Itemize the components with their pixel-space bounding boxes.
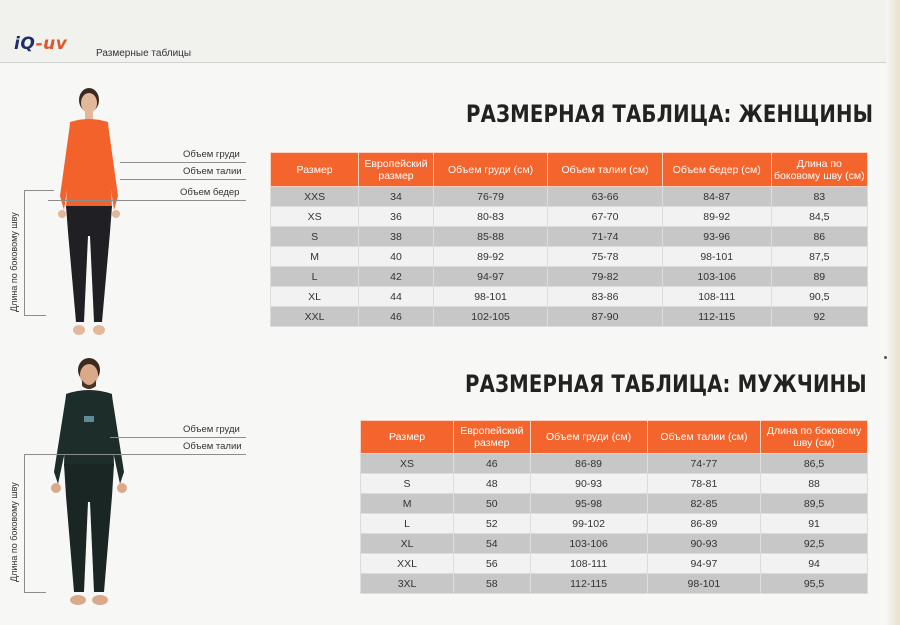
table-row	[361, 554, 868, 574]
table-cell: XL	[361, 534, 454, 554]
table-row	[271, 267, 868, 287]
table-cell: 112-115	[662, 307, 771, 327]
men-chest-label: Объем груди	[183, 424, 240, 435]
table-cell: 86,5	[761, 454, 868, 474]
logo-accent: -uv	[35, 34, 68, 54]
table-cell: 67-70	[548, 207, 662, 227]
table-cell: 40	[359, 247, 434, 267]
column-header: Объем груди (см)	[433, 153, 547, 187]
table-cell: 86	[771, 227, 867, 247]
table-cell: 94-97	[433, 267, 547, 287]
table-cell: 95,5	[761, 574, 868, 594]
table-cell: 83-86	[548, 287, 662, 307]
women-size-table	[270, 152, 868, 327]
table-cell: 76-79	[433, 187, 547, 207]
brand-logo	[14, 34, 67, 54]
women-waist-label: Объем талии	[183, 166, 242, 177]
table-cell: 90-93	[647, 534, 760, 554]
column-header: Длина по боковому шву (см)	[771, 153, 867, 187]
table-cell: M	[361, 494, 454, 514]
table-cell: 87,5	[771, 247, 867, 267]
table-row	[271, 227, 868, 247]
table-cell: 94	[761, 554, 868, 574]
table-row	[361, 534, 868, 554]
table-cell: 71-74	[548, 227, 662, 247]
table-cell: 50	[454, 494, 530, 514]
women-hips-label: Объем бедер	[180, 187, 240, 198]
table-row	[361, 574, 868, 594]
table-cell: 103-106	[662, 267, 771, 287]
table-cell: 86-89	[647, 514, 760, 534]
column-header: Объем бедер (см)	[662, 153, 771, 187]
women-side-top-tick	[24, 190, 54, 191]
men-size-table	[360, 420, 868, 594]
table-cell: 98-101	[433, 287, 547, 307]
table-cell: 94-97	[647, 554, 760, 574]
men-chest-guide-line	[110, 437, 246, 438]
table-cell: 74-77	[647, 454, 760, 474]
table-cell: 75-78	[548, 247, 662, 267]
table-cell: 108-111	[662, 287, 771, 307]
table-cell: 3XL	[361, 574, 454, 594]
men-side-seam-label: Длина по боковому шву	[9, 482, 19, 582]
table-cell: XXS	[271, 187, 359, 207]
table-cell: 90,5	[771, 287, 867, 307]
table-cell: 85-88	[433, 227, 547, 247]
table-cell: 112-115	[530, 574, 647, 594]
men-figure-illustration	[44, 356, 134, 614]
table-cell: 36	[359, 207, 434, 227]
men-waist-label: Объем талии	[183, 441, 242, 452]
table-cell: 87-90	[548, 307, 662, 327]
table-cell: 98-101	[662, 247, 771, 267]
table-row	[271, 287, 868, 307]
table-cell: 46	[359, 307, 434, 327]
table-cell: 89-92	[662, 207, 771, 227]
table-row	[361, 474, 868, 494]
table-cell: S	[271, 227, 359, 247]
column-header: Размер	[271, 153, 359, 187]
table-row	[271, 187, 868, 207]
table-cell: 56	[454, 554, 530, 574]
table-cell: 63-66	[548, 187, 662, 207]
table-row	[271, 207, 868, 227]
table-cell: 34	[359, 187, 434, 207]
table-cell: 95-98	[530, 494, 647, 514]
logo-main: iQ	[14, 34, 36, 54]
table-cell: L	[361, 514, 454, 534]
table-cell: M	[271, 247, 359, 267]
men-waist-guide-line	[24, 454, 246, 455]
column-header: Объем талии (см)	[647, 421, 760, 454]
table-cell: 48	[454, 474, 530, 494]
table-cell: 78-81	[647, 474, 760, 494]
women-side-seam-line	[24, 190, 25, 315]
table-cell: 54	[454, 534, 530, 554]
table-cell: L	[271, 267, 359, 287]
table-row	[361, 514, 868, 534]
table-cell: 98-101	[647, 574, 760, 594]
column-header: Европейский размер	[454, 421, 530, 454]
table-cell: 58	[454, 574, 530, 594]
table-cell: 108-111	[530, 554, 647, 574]
women-table-title: РАЗМЕРНАЯ ТАБЛИЦА: ЖЕНЩИНЫ	[466, 100, 874, 128]
table-cell: 80-83	[433, 207, 547, 227]
table-cell: 89-92	[433, 247, 547, 267]
table-cell: 42	[359, 267, 434, 287]
table-cell: 82-85	[647, 494, 760, 514]
women-side-seam-label: Длина по боковому шву	[9, 212, 19, 312]
table-cell: 86-89	[530, 454, 647, 474]
men-side-seam-line	[24, 454, 25, 592]
table-cell: XS	[361, 454, 454, 474]
table-cell: 79-82	[548, 267, 662, 287]
table-cell: 93-96	[662, 227, 771, 247]
table-cell: S	[361, 474, 454, 494]
table-row	[361, 454, 868, 474]
table-cell: XS	[271, 207, 359, 227]
column-header: Размер	[361, 421, 454, 454]
table-cell: XXL	[361, 554, 454, 574]
women-chest-guide-line	[120, 162, 246, 163]
table-cell: XL	[271, 287, 359, 307]
section-title: Размерные таблицы	[96, 48, 192, 59]
table-cell: 92	[771, 307, 867, 327]
table-cell: 44	[359, 287, 434, 307]
women-waist-guide-line	[120, 179, 246, 180]
column-header: Европейский размер	[359, 153, 434, 187]
table-header-row	[271, 153, 868, 187]
women-side-bottom-tick	[24, 315, 46, 316]
men-side-bottom-tick	[24, 592, 46, 593]
print-dot	[884, 356, 887, 359]
table-cell: 99-102	[530, 514, 647, 534]
men-table-title: РАЗМЕРНАЯ ТАБЛИЦА: МУЖЧИНЫ	[465, 370, 867, 398]
table-cell: 89	[771, 267, 867, 287]
header-bar	[0, 0, 900, 63]
column-header: Длина по боковому шву (см)	[761, 421, 868, 454]
table-cell: 84-87	[662, 187, 771, 207]
column-header: Объем груди (см)	[530, 421, 647, 454]
table-cell: 91	[761, 514, 868, 534]
table-cell: 88	[761, 474, 868, 494]
women-figure-illustration	[52, 86, 126, 344]
table-cell: 103-106	[530, 534, 647, 554]
table-cell: 102-105	[433, 307, 547, 327]
table-cell: 89,5	[761, 494, 868, 514]
table-cell: 90-93	[530, 474, 647, 494]
table-cell: 84,5	[771, 207, 867, 227]
table-header-row	[361, 421, 868, 454]
column-header: Объем талии (см)	[548, 153, 662, 187]
table-cell: 46	[454, 454, 530, 474]
table-row	[271, 307, 868, 327]
table-cell: 83	[771, 187, 867, 207]
women-hips-guide-line	[48, 200, 246, 201]
women-chest-label: Объем груди	[183, 149, 240, 160]
table-cell: XXL	[271, 307, 359, 327]
table-cell: 52	[454, 514, 530, 534]
table-row	[271, 247, 868, 267]
table-cell: 38	[359, 227, 434, 247]
table-cell: 92,5	[761, 534, 868, 554]
table-row	[361, 494, 868, 514]
page-edge	[886, 0, 900, 625]
